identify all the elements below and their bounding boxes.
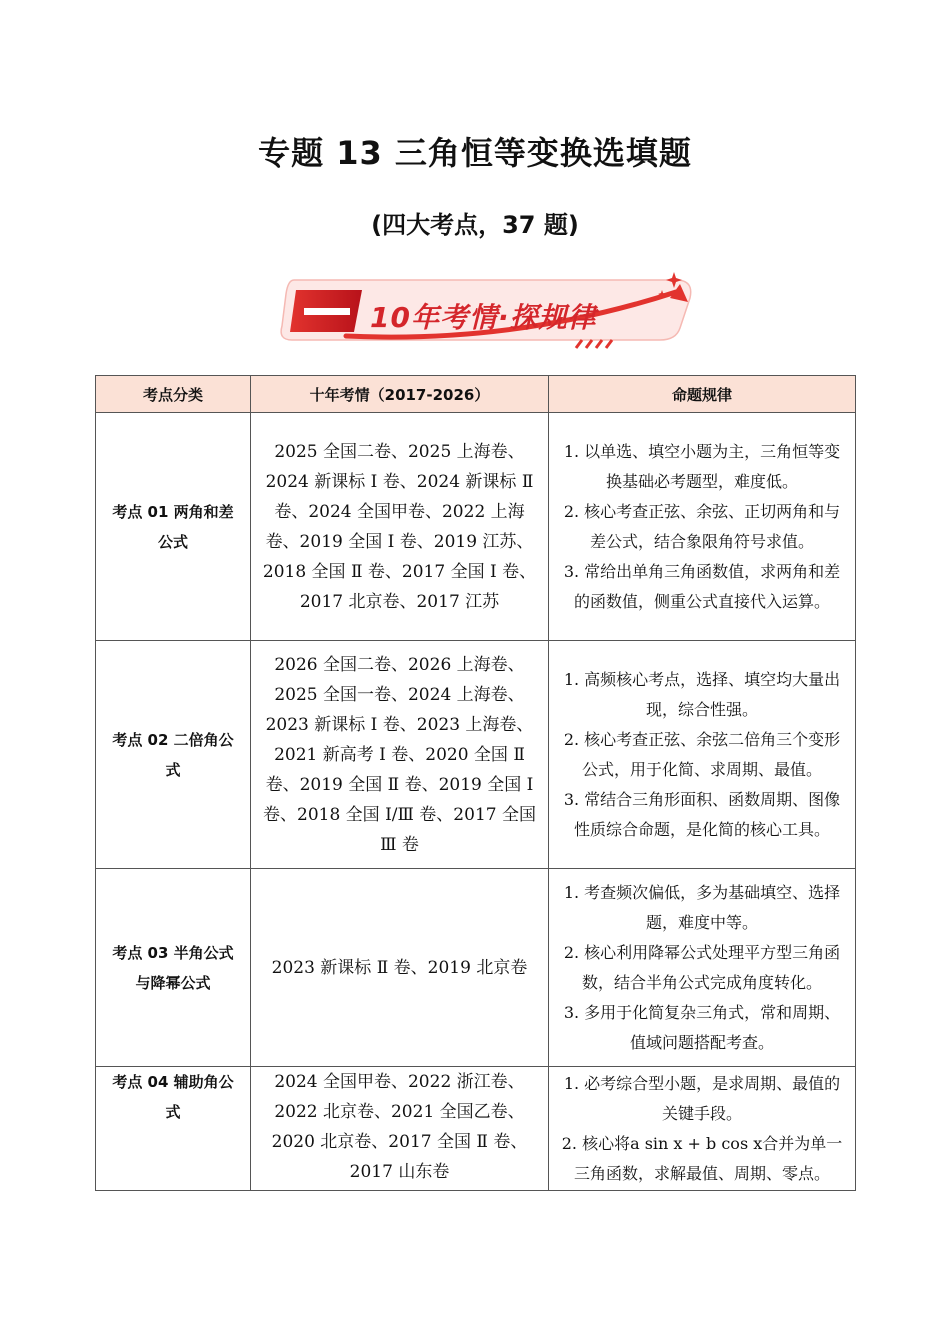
rule-item: 2. 核心利用降幂公式处理平方型三角函数，结合半角公式完成角度转化。 [563, 942, 841, 992]
years-cell: 2024 全国甲卷、2022 浙江卷、2022 北京卷、2021 全国乙卷、2020 北京卷、2017 全国 Ⅱ 卷、2017 山东卷 [251, 1067, 549, 1191]
years-cell: 2026 全国二卷、2026 上海卷、2025 全国一卷、2024 上海卷、2023 新课标 Ⅰ 卷、2023 上海卷、2021 新高考 Ⅰ 卷、2020 全国 Ⅱ 卷、2019 全国 Ⅱ 卷、2019 全国 Ⅰ 卷、2018 全国 Ⅰ/Ⅲ 卷、2017 全国 Ⅲ 卷 [251, 641, 549, 869]
header-rules: 命题规律 [549, 376, 856, 413]
banner-text: 10年考情·探规律 [370, 301, 597, 334]
category-cell: 考点 01 两角和差公式 [96, 413, 251, 641]
rules-cell [549, 869, 856, 1067]
page-subtitle: (四大考点，37 题) [371, 211, 579, 239]
rules-cell [549, 413, 856, 641]
rule-item: 2. 核心考查正弦、余弦二倍角三个变形公式，用于化简、求周期、最值。 [563, 729, 841, 779]
table-header-row [96, 376, 856, 413]
table-row [96, 869, 856, 1067]
rules-cell [549, 641, 856, 869]
rule-item: 2. 核心将a sin x + b cos x合并为单一三角函数，求解最值、周期、零点。 [561, 1133, 843, 1183]
rule-item: 2. 核心考查正弦、余弦、正切两角和与差公式，结合象限角符号求值。 [563, 501, 841, 551]
category-cell: 考点 03 半角公式与降幂公式 [96, 869, 251, 1067]
table-row [96, 1067, 856, 1191]
rule-item: 3. 常给出单角三角函数值，求两角和差的函数值，侧重公式直接代入运算。 [563, 561, 841, 611]
table-row [96, 413, 856, 641]
header-years: 十年考情（2017-2026） [251, 376, 549, 413]
years-cell: 2023 新课标 Ⅱ 卷、2019 北京卷 [251, 869, 549, 1067]
header-category: 考点分类 [96, 376, 251, 413]
rule-item: 1. 必考综合型小题，是求周期、最值的关键手段。 [563, 1073, 841, 1123]
rule-item: 1. 以单选、填空小题为主，三角恒等变换基础必考题型，难度低。 [563, 441, 841, 491]
rules-cell [549, 1067, 856, 1191]
section-banner [276, 266, 706, 356]
years-cell: 2025 全国二卷、2025 上海卷、2024 新课标 Ⅰ 卷、2024 新课标 Ⅱ 卷、2024 全国甲卷、2022 上海卷、2019 全国 Ⅰ 卷、2019 江苏、2018 全国 Ⅱ 卷、2017 全国 Ⅰ 卷、2017 北京卷、2017 江苏 [251, 413, 549, 641]
rule-item: 3. 多用于化简复杂三角式，常和周期、值域问题搭配考查。 [563, 1002, 841, 1052]
rule-item: 1. 考查频次偏低，多为基础填空、选择题，难度中等。 [563, 882, 841, 932]
page-title: 专题 13 三角恒等变换选填题 [258, 134, 692, 172]
exam-analysis-table [95, 375, 856, 1191]
category-cell: 考点 04 辅助角公式 [96, 1067, 251, 1191]
table-row [96, 641, 856, 869]
rule-item: 3. 常结合三角形面积、函数周期、图像性质综合命题，是化简的核心工具。 [563, 789, 841, 839]
category-cell: 考点 02 二倍角公式 [96, 641, 251, 869]
rule-item: 1. 高频核心考点，选择、填空均大量出现，综合性强。 [563, 669, 841, 719]
